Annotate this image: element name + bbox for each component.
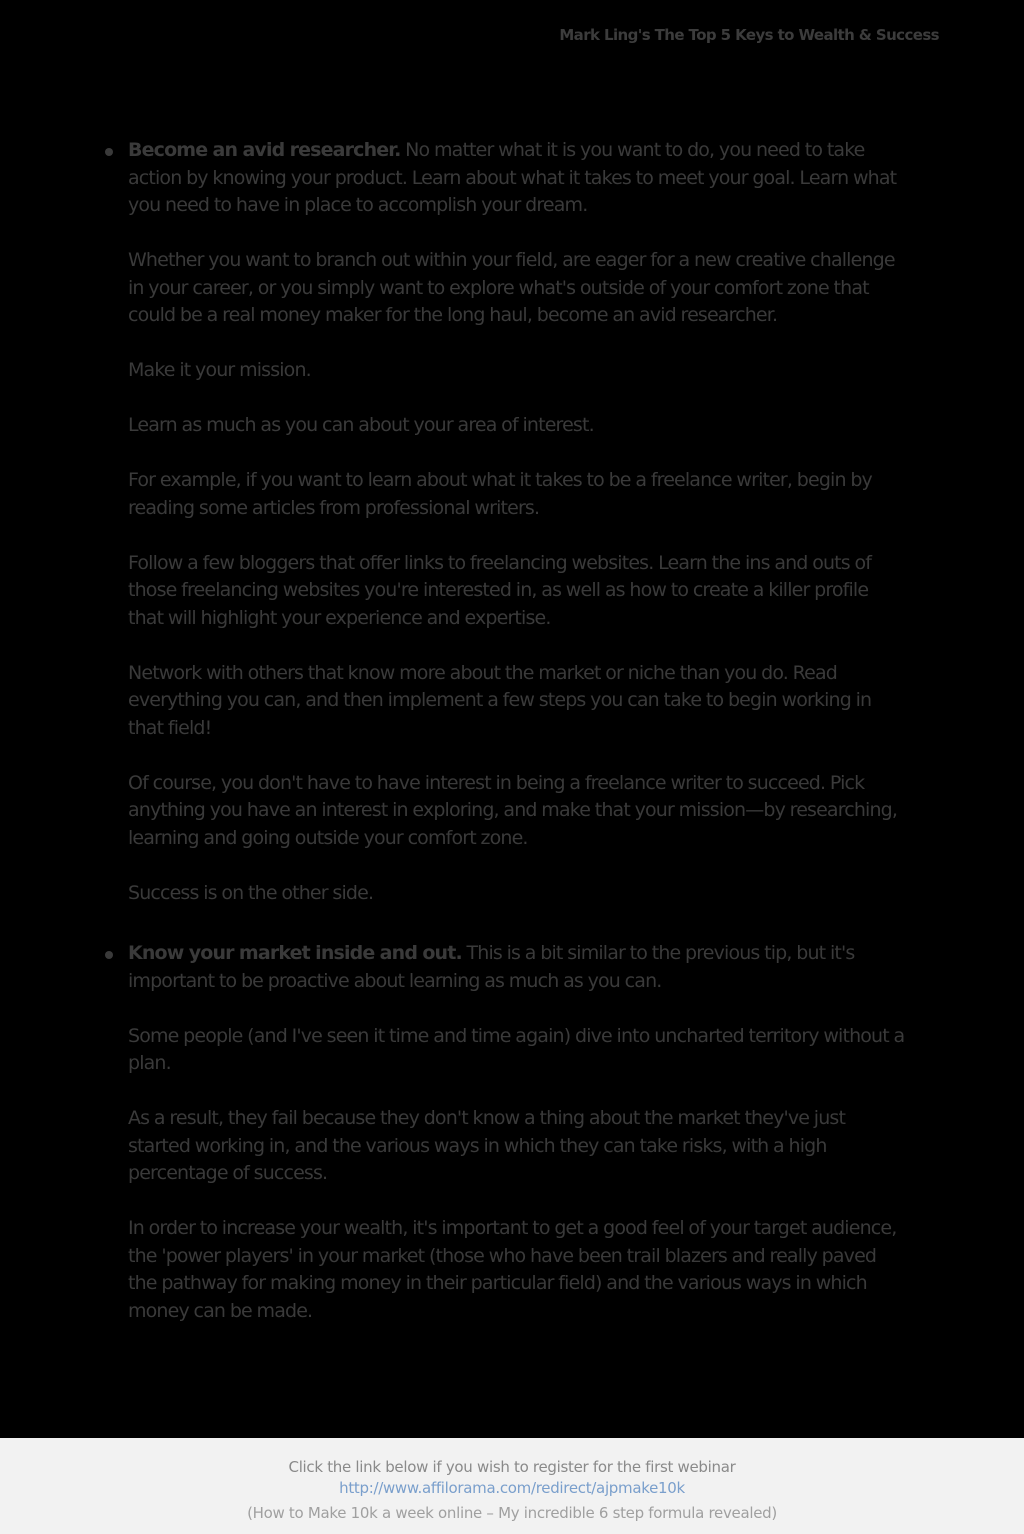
paragraph: For example, if you want to learn about what it takes to be a freelance writer, begin by reading some articles from professional writers. bbox=[128, 469, 872, 519]
paragraph: As a result, they fail because they don't know a thing about the market they've just started working in, and the various ways in which they can take risks, with a high percentage of success. bbox=[128, 1107, 846, 1184]
document-body bbox=[100, 137, 905, 1325]
paragraph: Of course, you don't have to have interest in being a freelance writer to succeed. Pick anything you have an interest in exploring, and make that your mission—by researching, learning and going outside your comfort zone. bbox=[128, 771, 898, 849]
page-header-title: Mark Ling's The Top 5 Keys to Wealth & Success bbox=[559, 26, 939, 44]
paragraph: Follow a few bloggers that offer links to freelancing websites. Learn the ins and outs of those freelancing websites you're interested in, as well as how to create a killer profile that will highlight your experience and expertise. bbox=[128, 551, 872, 629]
bullet-dot-icon bbox=[105, 951, 113, 959]
paragraph: Learn as much as you can about your area of interest. bbox=[128, 414, 594, 436]
tip-lead: Become an avid researcher. bbox=[128, 139, 401, 161]
tip-item-market bbox=[100, 940, 905, 1325]
paragraph: Success is on the other side. bbox=[128, 881, 374, 904]
paragraph: Make it your mission. bbox=[128, 359, 311, 381]
webinar-register-link[interactable]: http://www.affilorama.com/redirect/ajpmake10k bbox=[339, 1479, 685, 1497]
tip-lead: Know your market inside and out. bbox=[128, 942, 462, 964]
tip-intro-text: This is a bit similar to the previous tip, but it's important to be proactive about learning as much as you can. bbox=[128, 942, 855, 992]
tip-intro-paragraph bbox=[128, 940, 905, 995]
paragraph: In order to increase your wealth, it's important to get a good feel of your target audience, the 'power players' in your market (those who have been trail blazers and really paved the pathway for making money in their particular field) and the various ways in which money can be made. bbox=[128, 1217, 897, 1322]
webinar-footer bbox=[0, 1438, 1024, 1534]
tip-intro-text: No matter what it is you want to do, you need to take action by knowing your product. Learn about what it takes to meet your goal. Learn what you need to have in place to accomplish your dream. bbox=[128, 139, 897, 216]
paragraph: Network with others that know more about the market or niche than you do. Read everything you can, and then implement a few steps you can take to begin working in that field! bbox=[128, 661, 872, 739]
bullet-dot-icon bbox=[105, 148, 113, 156]
tip-intro-paragraph bbox=[128, 137, 905, 220]
paragraph: Whether you want to branch out within your field, are eager for a new creative challenge in your career, or you simply want to explore what's outside of your comfort zone that could be a real money maker for the long haul, become an avid researcher. bbox=[128, 249, 895, 326]
footer-invite-text: Click the link below if you wish to register for the first webinar bbox=[288, 1458, 736, 1476]
paragraph: Some people (and I've seen it time and time again) dive into uncharted territory without a plan. bbox=[128, 1024, 905, 1074]
footer-webinar-title: (How to Make 10k a week online – My incredible 6 step formula revealed) bbox=[247, 1504, 777, 1522]
tip-item-research bbox=[100, 137, 905, 907]
